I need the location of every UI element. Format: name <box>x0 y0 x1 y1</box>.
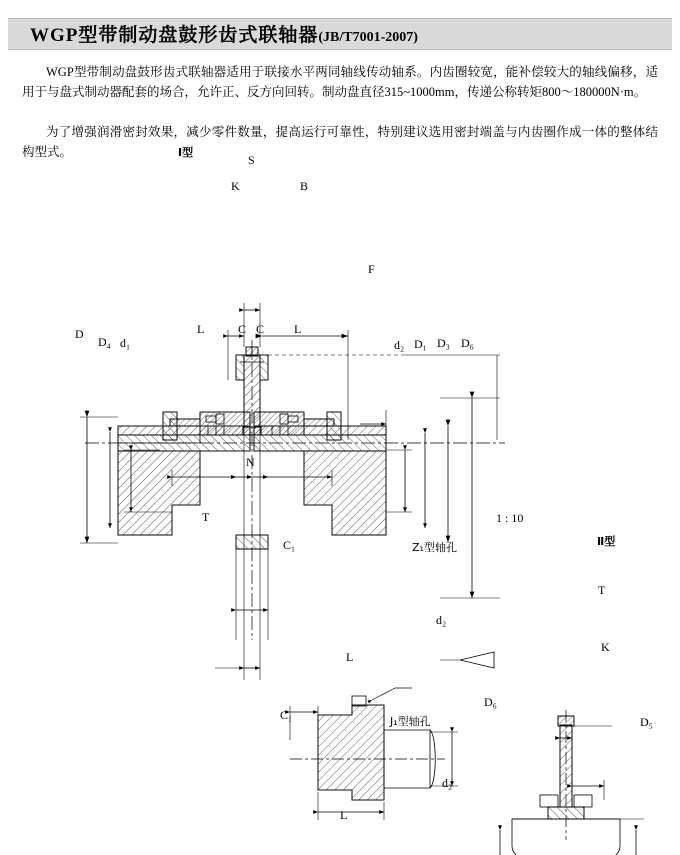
dim-label-D4: D₄ <box>98 335 111 349</box>
dim-label-D3: D₃ <box>437 336 450 350</box>
dim-label-C-left: C <box>238 322 247 336</box>
technical-drawing <box>0 140 680 855</box>
label-type-2: Ⅱ型 <box>597 535 616 548</box>
dim-label-C1-j1: C₁ <box>280 708 293 722</box>
dim-label-S: S <box>248 153 255 167</box>
dim-label-C-right: C <box>256 322 265 336</box>
label-type-1: Ⅰ型 <box>178 146 194 159</box>
dim-label-C1-z1: C₁ <box>283 538 296 552</box>
label-bore-j1: J₁型轴孔 <box>390 715 431 728</box>
label-bore-z1: Z₁型轴孔 <box>412 541 457 554</box>
page-title-main: WGP型带制动盘鼓形齿式联轴器 <box>30 25 319 46</box>
intro-paragraph-2: 为了增强润滑密封效果，减少零件数量，提高运行可靠性，特别建议选用密封端盖与内齿圈作成一体的整体结构型式。 <box>22 125 658 159</box>
dim-label-D: D <box>75 327 84 341</box>
page-title <box>30 20 650 46</box>
dim-label-D1: D₁ <box>414 337 427 351</box>
dim-label-F: F <box>368 262 375 276</box>
dim-label-L-j1: L <box>340 808 348 822</box>
intro-paragraph-1: WGP型带制动盘鼓形齿式联轴器适用于联接水平两同轴线传动轴系。内齿圈较宽，能补偿较大的轴线偏移，适用于与盘式制动器配套的场合，允许正、反方向回转。制动盘直径315~1000mm，传递公称转矩800～180000N·m。 <box>22 65 658 99</box>
dim-label-N: N <box>246 455 255 469</box>
dim-label-L-z1: L <box>346 650 354 664</box>
dim-label-D6-type2: D₆ <box>484 695 497 709</box>
dim-label-K-type2: K <box>601 640 610 654</box>
dim-label-B: B <box>300 179 309 193</box>
dim-label-D5-type2: D₅ <box>640 715 653 729</box>
dim-label-T-main: T <box>202 510 210 524</box>
dim-label-d1: d₁ <box>120 336 131 350</box>
dim-label-d2-j1: d₂ <box>442 776 453 790</box>
label-taper-ratio: 1 : 10 <box>496 511 524 525</box>
coupling-assembly-drawing <box>0 140 680 855</box>
dim-label-d2: d₂ <box>394 338 405 352</box>
page-title-standard: (JB/T7001-2007) <box>318 30 418 45</box>
dim-label-d2-z1: d₂ <box>436 613 447 627</box>
dim-label-L-left: L <box>197 322 205 336</box>
dim-label-L-right: L <box>294 322 302 336</box>
dim-label-T-type2: T <box>598 583 606 597</box>
dim-label-D6: D₆ <box>461 336 474 350</box>
dim-label-K: K <box>231 179 240 193</box>
